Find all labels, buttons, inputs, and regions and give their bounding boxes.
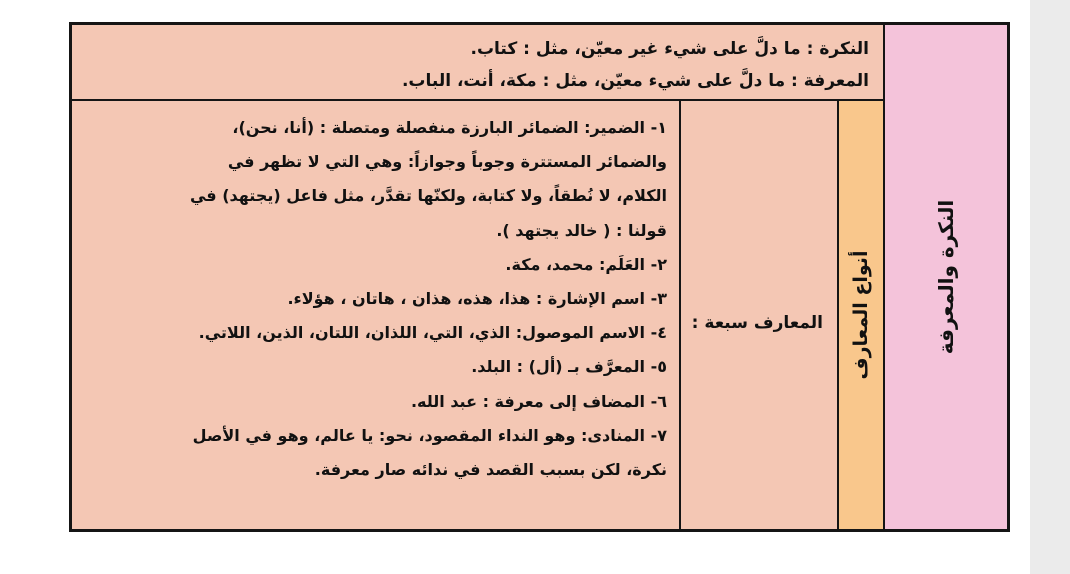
list-line: الكلام، لا نُطقاً، ولا كتابة، ولكنّها تقدَّر، مثل فاعل (يجتهد) في xyxy=(189,186,667,206)
topic-column xyxy=(883,25,1007,529)
list-line: نكرة، لكن بسبب القصد في ندائه صار معرفة. xyxy=(314,460,667,480)
topic-title: النكرة والمعرفة xyxy=(934,199,958,355)
list-line: والضمائر المستترة وجوباً وجوازاً: وهي التي لا تظهر في xyxy=(227,152,667,172)
list-line: ٥- المعرَّف بـ (أل) : البلد. xyxy=(471,357,667,377)
grammar-table xyxy=(69,22,1010,532)
types-label-column xyxy=(679,101,837,529)
list-line: ١- الضمير: الضمائر البارزة منفصلة ومتصلة : (أنا، نحن)، xyxy=(232,118,667,137)
list-line: قولنا : ( خالد يجتهد ). xyxy=(496,220,667,240)
list-line: ٦- المضاف إلى معرفة : عبد الله. xyxy=(410,391,667,411)
types-header-column xyxy=(837,101,883,529)
list-line: ٣- اسم الإشارة : هذا، هذه، هذان ، هاتان ، هؤلاء. xyxy=(287,289,667,309)
definition-marifa: المعرفة : ما دلَّ على شيء معيّن، مثل : مكة، أنت، الباب. xyxy=(401,71,869,91)
types-list xyxy=(72,101,679,529)
definitions-row xyxy=(72,25,883,101)
list-line: ٧- المنادى: وهو النداء المقصود، نحو: يا عالم، وهو في الأصل xyxy=(192,425,667,445)
definition-nakira: النكرة : ما دلَّ على شيء غير معيّن، مثل : كتاب. xyxy=(470,39,869,59)
types-label: المعارف سبعة : xyxy=(691,313,823,333)
types-header: أنواع المعارف xyxy=(850,250,872,380)
right-margin xyxy=(1030,0,1070,574)
list-line: ٢- العَلَم: محمد، مكة. xyxy=(505,254,667,274)
list-line: ٤- الاسم الموصول: الذي، التي، اللذان، اللتان، الذين، اللاتي. xyxy=(198,323,667,343)
